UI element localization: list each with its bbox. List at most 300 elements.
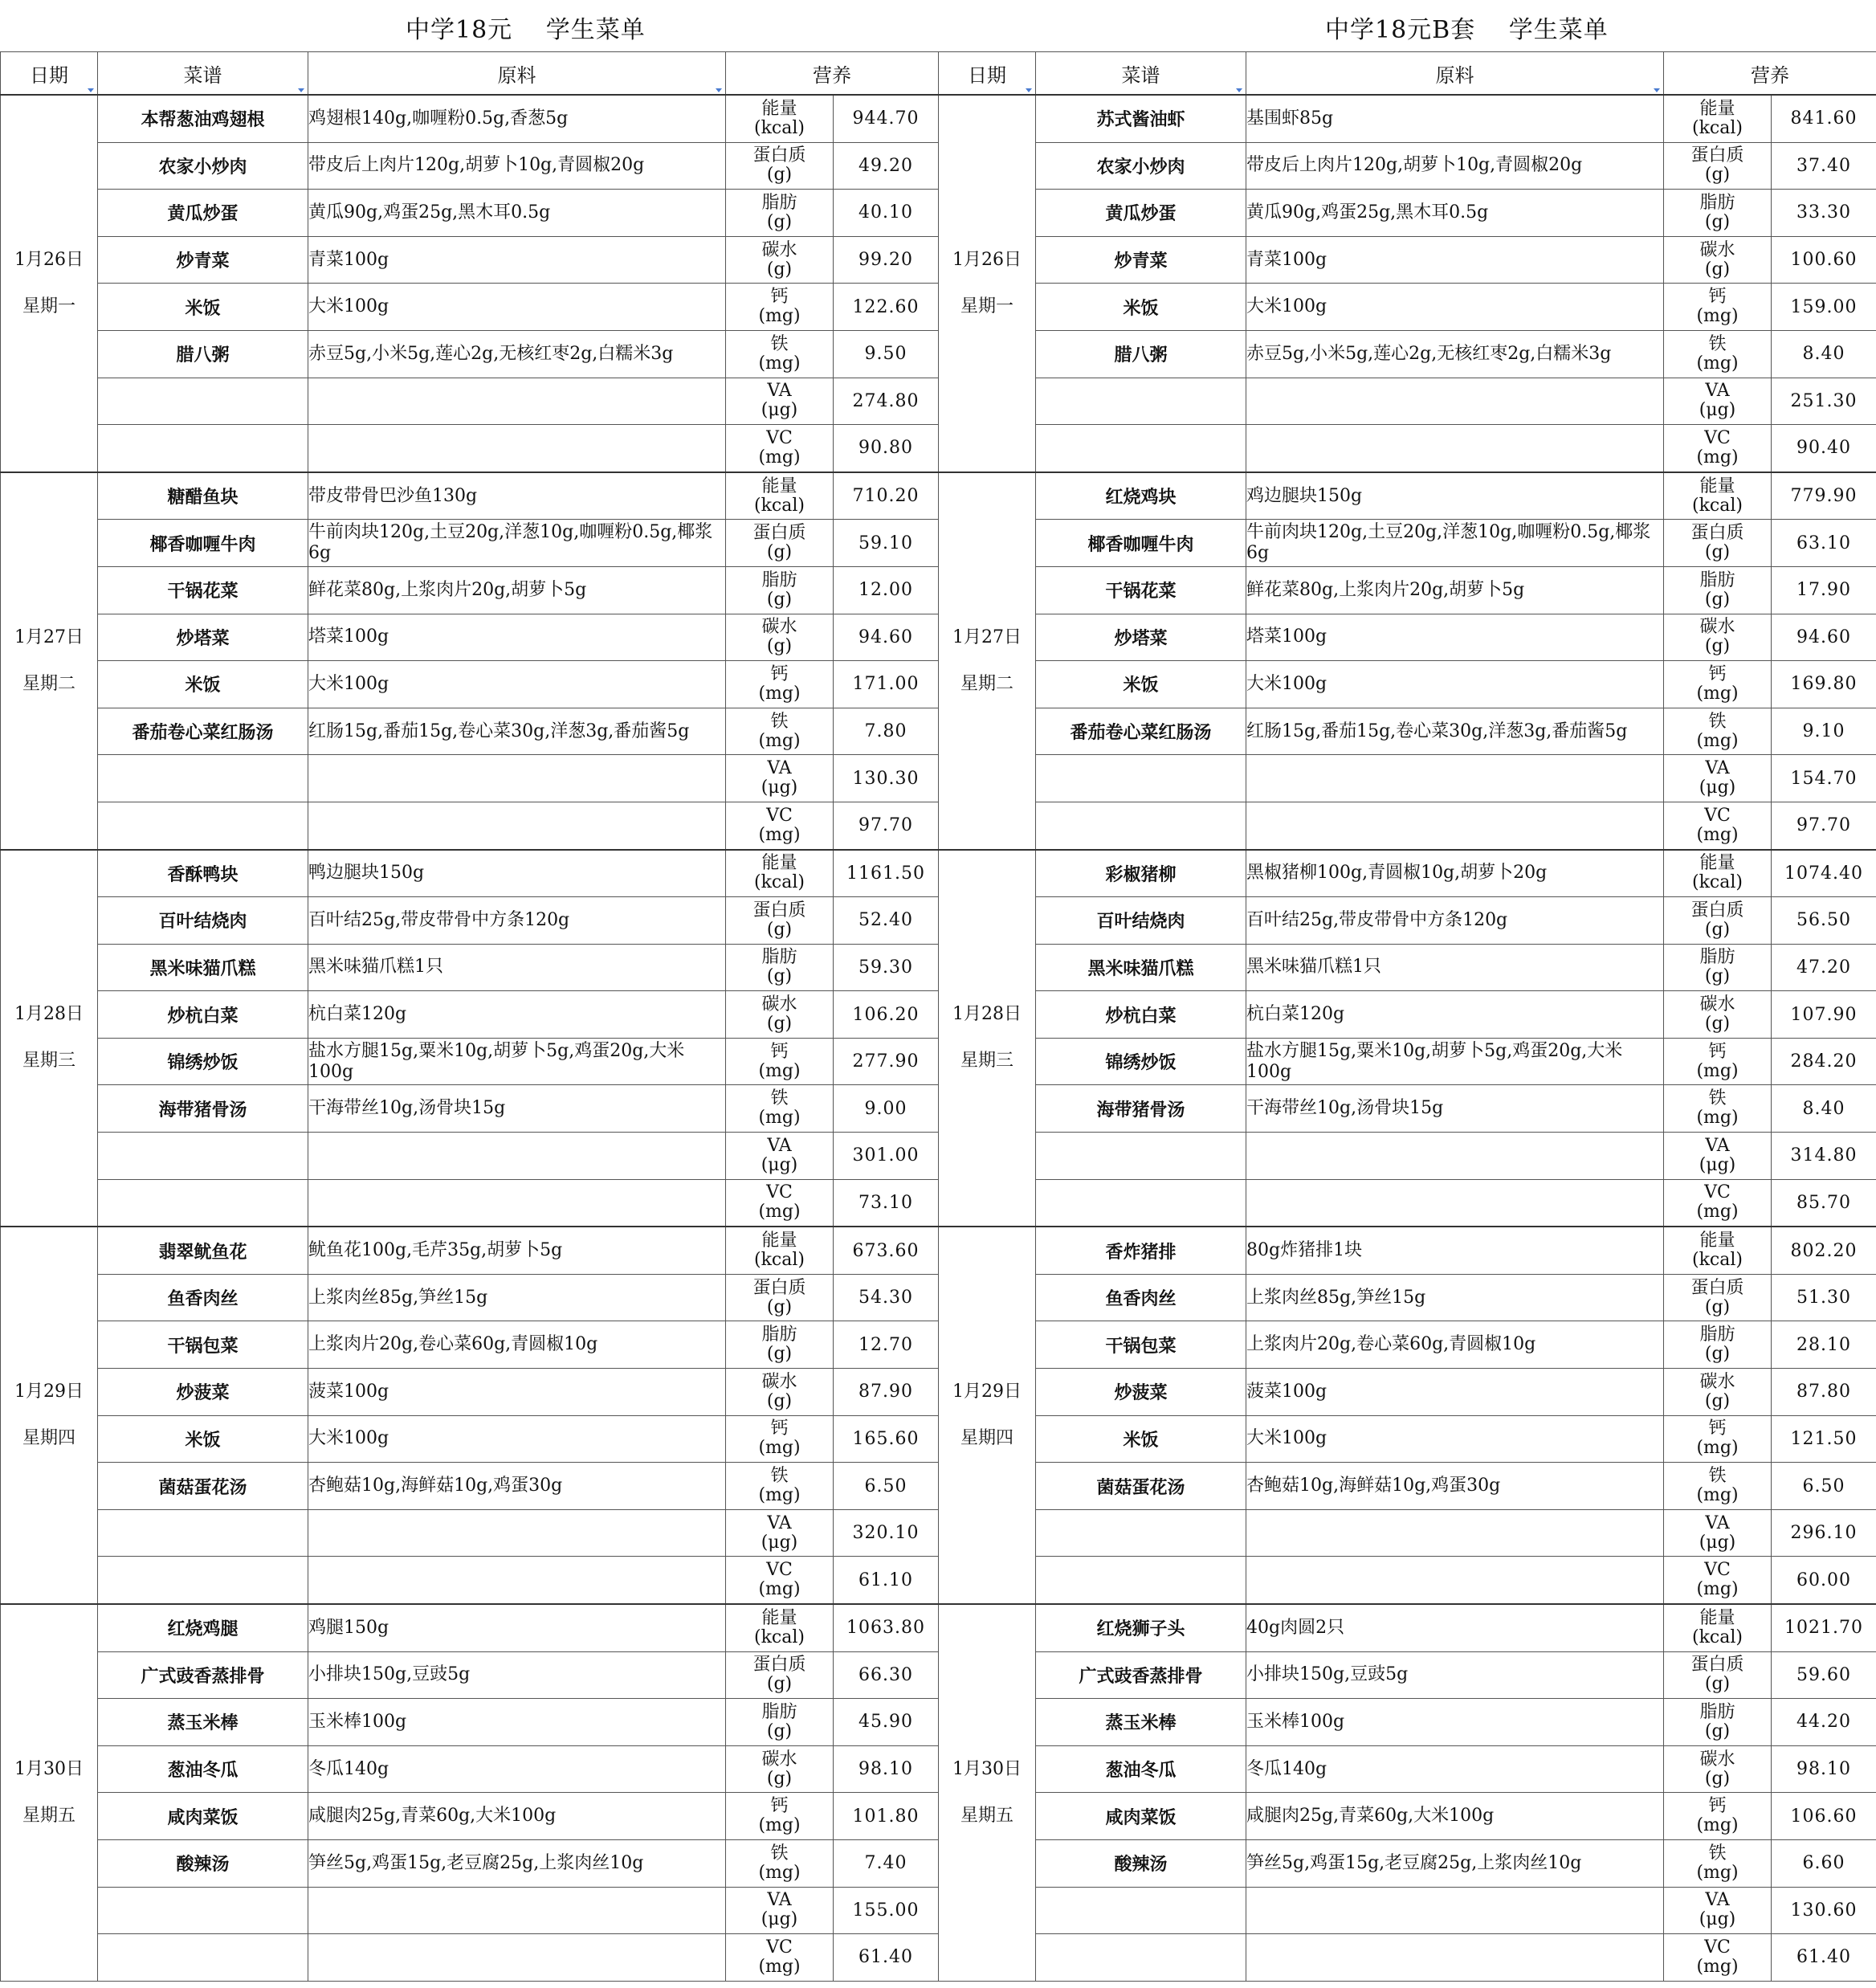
ingredients-cell: 塔菜100g (1246, 614, 1664, 661)
nutrient-label-cell (1664, 378, 1772, 425)
ingredients-cell: 大米100g (308, 661, 726, 708)
date-label: 1月27日 (14, 627, 84, 647)
nutrient-unit: (g) (1704, 1390, 1731, 1411)
nutrient-name: 铁 (770, 1843, 789, 1863)
dish-cell: 黄瓜炒蛋 (98, 190, 308, 237)
nutrient-value-cell: 44.20 (1772, 1699, 1876, 1746)
menu-row (939, 661, 1876, 708)
nutrient-unit: (mg) (1696, 306, 1739, 327)
nutrient-value-cell: 710.20 (834, 472, 939, 520)
date-label: 1月28日 (952, 1004, 1022, 1025)
nutrient-unit: (g) (1704, 259, 1731, 280)
dish-cell: 炒杭白菜 (98, 991, 308, 1039)
menu-row (939, 1038, 1876, 1085)
nutrient-label-cell (726, 1557, 834, 1604)
nutrient-label-cell (726, 1745, 834, 1793)
nutrient-value-cell: 277.90 (834, 1038, 939, 1085)
menu-row (939, 1934, 1876, 1982)
nutrient-label-cell (1664, 95, 1772, 142)
dish-cell: 菌菇蛋花汤 (98, 1463, 308, 1510)
ingredients-cell: 红肠15g,番茄15g,卷心菜30g,洋葱3g,番茄酱5g (1246, 708, 1664, 755)
nutrient-unit: (g) (766, 1674, 793, 1695)
dish-cell: 海带猪骨汤 (1036, 1085, 1246, 1133)
dish-column-header-label: 菜谱 (1121, 63, 1160, 87)
ingredients-cell: 鸡边腿块150g (1246, 472, 1664, 520)
weekday-label: 星期五 (960, 1805, 1013, 1826)
dish-cell: 百叶结烧肉 (1036, 897, 1246, 945)
title-row (0, 0, 1876, 51)
nutrient-value-cell: 17.90 (1772, 566, 1876, 614)
date-column-header[interactable] (1, 52, 98, 96)
nutrition-column-header-label: 营养 (813, 63, 851, 87)
nutrient-unit: (kcal) (754, 495, 805, 516)
filter-dropdown-icon[interactable] (716, 88, 722, 92)
filter-dropdown-icon[interactable] (1654, 88, 1660, 92)
nutrient-label-cell (1664, 708, 1772, 755)
nutrient-unit: (kcal) (1692, 1627, 1743, 1647)
nutrient-value-cell: 101.80 (834, 1793, 939, 1840)
nutrient-value-cell: 673.60 (834, 1227, 939, 1274)
menu-row (939, 1604, 1876, 1651)
menu-row (1, 1557, 939, 1604)
nutrition-column-header[interactable] (1664, 52, 1876, 96)
menu-row (1, 850, 939, 897)
menu-row (1, 284, 939, 331)
nutrient-value-cell: 9.10 (1772, 708, 1876, 755)
dish-column-header[interactable] (98, 52, 308, 96)
nutrient-name: 能量 (761, 476, 797, 496)
nutrient-unit: (mg) (758, 1202, 801, 1223)
nutrient-label-cell (1664, 802, 1772, 849)
nutrient-value-cell: 59.30 (834, 944, 939, 991)
menu-row (1, 1085, 939, 1133)
dish-cell: 苏式酱油虾 (1036, 95, 1246, 142)
nutrient-unit: (mg) (1696, 1579, 1739, 1600)
ingredients-cell: 干海带丝10g,汤骨块15g (1246, 1085, 1664, 1133)
nutrient-unit: (mg) (758, 683, 801, 704)
date-cell (1, 1227, 98, 1604)
dish-cell: 番茄卷心菜红肠汤 (1036, 708, 1246, 755)
nutrition-column-header[interactable] (726, 52, 939, 96)
dish-cell (98, 1934, 308, 1982)
menu-row (1, 190, 939, 237)
nutrient-label-cell (726, 1699, 834, 1746)
nutrient-name: 能量 (761, 853, 797, 874)
dish-cell: 米饭 (1036, 284, 1246, 331)
ingredients-column-header[interactable] (1246, 52, 1664, 96)
nutrient-unit: (mg) (1696, 447, 1739, 467)
nutrient-name: VA (1705, 1512, 1730, 1533)
nutrient-value-cell: 100.60 (1772, 236, 1876, 284)
nutrient-unit: (mg) (758, 1485, 801, 1506)
menu-row (1, 802, 939, 849)
nutrient-value-cell: 122.60 (834, 284, 939, 331)
nutrient-label-cell (726, 1133, 834, 1180)
nutrient-name: 碳水 (761, 1371, 797, 1392)
ingredients-cell (1246, 1179, 1664, 1227)
ingredients-cell: 赤豆5g,小米5g,莲心2g,无核红枣2g,白糯米3g (308, 330, 726, 378)
menu-row (1, 1651, 939, 1699)
nutrient-label-cell (726, 1038, 834, 1085)
ingredients-column-header[interactable] (308, 52, 726, 96)
weekday-label: 星期一 (960, 296, 1013, 316)
menu-row (939, 236, 1876, 284)
dish-cell (98, 755, 308, 802)
nutrient-value-cell: 49.20 (834, 142, 939, 190)
nutrient-unit: (g) (1704, 1721, 1731, 1741)
nutrient-label-cell (726, 1509, 834, 1557)
nutrient-unit: (mg) (758, 1108, 801, 1129)
nutrient-label-cell (1664, 1745, 1772, 1793)
date-cell (1, 472, 98, 850)
ingredients-cell (308, 1509, 726, 1557)
date-label: 1月27日 (952, 627, 1022, 647)
nutrient-name: 脂肪 (761, 1701, 797, 1722)
nutrient-name: 能量 (1699, 476, 1735, 496)
menu-row (1, 1793, 939, 1840)
nutrient-name: VC (766, 1560, 793, 1581)
nutrient-unit: (μg) (1699, 1909, 1736, 1930)
dish-cell (1036, 1887, 1246, 1934)
nutrient-name: 钙 (770, 287, 789, 308)
nutrient-name: 碳水 (1699, 1371, 1735, 1392)
nutrient-unit: (g) (1704, 542, 1731, 563)
menu-row (939, 95, 1876, 142)
nutrient-label-cell (726, 566, 834, 614)
ingredients-cell: 80g炸猪排1块 (1246, 1227, 1664, 1274)
nutrient-name: 脂肪 (761, 947, 797, 968)
nutrient-unit: (g) (1704, 211, 1731, 232)
nutrient-label-cell (1664, 1179, 1772, 1227)
nutrient-label-cell (1664, 284, 1772, 331)
nutrient-unit: (kcal) (1692, 495, 1743, 516)
dish-cell: 腊八粥 (1036, 330, 1246, 378)
header-row (1, 52, 939, 96)
nutrient-name: 能量 (761, 98, 797, 119)
ingredients-cell: 杭白菜120g (1246, 991, 1664, 1039)
nutrient-label-cell (1664, 991, 1772, 1039)
date-cell (939, 1604, 1036, 1981)
nutrient-value-cell: 284.20 (1772, 1038, 1876, 1085)
nutrient-value-cell: 94.60 (1772, 614, 1876, 661)
menu-row (939, 378, 1876, 425)
menu-row (1, 1604, 939, 1651)
menu-row (1, 1463, 939, 1510)
weekday-label: 星期一 (22, 296, 75, 316)
right-menu-table (938, 51, 1876, 1982)
nutrient-unit: (mg) (758, 353, 801, 374)
nutrient-unit: (g) (1704, 919, 1731, 940)
nutrient-label-cell (726, 614, 834, 661)
menu-row (1, 1133, 939, 1180)
nutrient-value-cell: 8.40 (1772, 1085, 1876, 1133)
nutrient-name: 铁 (770, 1466, 789, 1487)
menu-row (1, 472, 939, 520)
nutrient-label-cell (1664, 1415, 1772, 1463)
menu-row (939, 1369, 1876, 1416)
menu-row (1, 1699, 939, 1746)
nutrient-label-cell (726, 330, 834, 378)
ingredients-cell (308, 1934, 726, 1982)
nutrient-label-cell (726, 991, 834, 1039)
nutrient-label-cell (726, 1839, 834, 1887)
menu-row (1, 1227, 939, 1274)
nutrient-name: 碳水 (1699, 994, 1735, 1015)
ingredients-cell: 带皮带骨巴沙鱼130g (308, 472, 726, 520)
nutrient-name: 铁 (770, 333, 789, 354)
nutrient-unit: (mg) (1696, 353, 1739, 374)
nutrient-label-cell (1664, 1651, 1772, 1699)
nutrient-label-cell (726, 1274, 834, 1321)
ingredients-cell (308, 1133, 726, 1180)
ingredients-cell (308, 755, 726, 802)
dish-cell (1036, 802, 1246, 849)
menu-row (1, 1415, 939, 1463)
filter-dropdown-icon[interactable] (298, 88, 304, 92)
ingredients-cell: 鲜花菜80g,上浆肉片20g,胡萝卜5g (308, 566, 726, 614)
nutrient-name: 脂肪 (1699, 192, 1735, 213)
nutrient-unit: (mg) (1696, 1862, 1739, 1883)
nutrient-value-cell: 60.00 (1772, 1557, 1876, 1604)
dish-cell (98, 1509, 308, 1557)
nutrient-unit: (mg) (1696, 1956, 1739, 1977)
date-column-header-label: 日期 (30, 63, 68, 87)
nutrient-value-cell: 8.40 (1772, 330, 1876, 378)
nutrient-value-cell: 6.60 (1772, 1839, 1876, 1887)
nutrient-name: 钙 (770, 1041, 789, 1062)
menu-row (939, 142, 1876, 190)
ingredients-cell (308, 802, 726, 849)
dish-cell: 米饭 (1036, 661, 1246, 708)
nutrient-label-cell (1664, 755, 1772, 802)
nutrient-name: VC (766, 805, 793, 826)
nutrient-label-cell (1664, 1038, 1772, 1085)
ingredients-cell: 红肠15g,番茄15g,卷心菜30g,洋葱3g,番茄酱5g (308, 708, 726, 755)
ingredients-cell: 牛前肉块120g,土豆20g,洋葱10g,咖喱粉0.5g,椰浆6g (308, 520, 726, 567)
ingredients-cell (1246, 1509, 1664, 1557)
ingredients-cell (1246, 378, 1664, 425)
nutrient-name: 钙 (1708, 287, 1727, 308)
nutrient-name: VA (1705, 381, 1730, 402)
nutrient-name: 铁 (1708, 333, 1727, 354)
left-menu-table (0, 51, 939, 1982)
nutrient-name: 钙 (1708, 1419, 1727, 1439)
dish-cell (1036, 1934, 1246, 1982)
nutrient-label-cell (1664, 1887, 1772, 1934)
nutrient-name: VC (1704, 1937, 1731, 1957)
dish-cell (1036, 1509, 1246, 1557)
dish-cell (1036, 755, 1246, 802)
nutrient-label-cell (1664, 1509, 1772, 1557)
nutrient-value-cell: 99.20 (834, 236, 939, 284)
nutrient-unit: (μg) (1699, 1154, 1736, 1175)
ingredients-cell: 笋丝5g,鸡蛋15g,老豆腐25g,上浆肉丝10g (1246, 1839, 1664, 1887)
ingredients-cell (308, 1887, 726, 1934)
nutrient-unit: (mg) (1696, 1060, 1739, 1081)
nutrient-label-cell (726, 1651, 834, 1699)
nutrient-unit: (g) (766, 165, 793, 186)
dish-cell: 椰香咖喱牛肉 (1036, 520, 1246, 567)
dish-cell: 黄瓜炒蛋 (1036, 190, 1246, 237)
menu-row (1, 566, 939, 614)
ingredients-cell: 上浆肉丝85g,笋丝15g (1246, 1274, 1664, 1321)
date-cell (939, 472, 1036, 850)
nutrient-value-cell: 56.50 (1772, 897, 1876, 945)
nutrient-value-cell: 94.60 (834, 614, 939, 661)
nutrient-label-cell (1664, 425, 1772, 472)
nutrient-name: 碳水 (761, 994, 797, 1015)
nutrient-unit: (g) (1704, 966, 1731, 987)
filter-dropdown-icon[interactable] (1026, 88, 1032, 92)
nutrient-value-cell: 7.80 (834, 708, 939, 755)
nutrient-label-cell (1664, 1604, 1772, 1651)
nutrient-value-cell: 98.10 (1772, 1745, 1876, 1793)
nutrient-unit: (mg) (1696, 1108, 1739, 1129)
ingredients-cell: 黄瓜90g,鸡蛋25g,黑木耳0.5g (1246, 190, 1664, 237)
filter-dropdown-icon[interactable] (88, 88, 94, 92)
nutrient-value-cell: 165.60 (834, 1415, 939, 1463)
nutrient-unit: (g) (1704, 636, 1731, 657)
menu-row (939, 520, 1876, 567)
dish-cell (98, 1557, 308, 1604)
menu-row (1, 991, 939, 1039)
nutrient-value-cell: 169.80 (1772, 661, 1876, 708)
nutrient-value-cell: 121.50 (1772, 1415, 1876, 1463)
nutrient-unit: (g) (766, 919, 793, 940)
dish-cell: 炒菠菜 (1036, 1369, 1246, 1416)
nutrient-label-cell (726, 755, 834, 802)
filter-dropdown-icon[interactable] (1236, 88, 1242, 92)
nutrient-unit: (mg) (1696, 1485, 1739, 1506)
nutrient-unit: (g) (766, 1721, 793, 1741)
nutrient-label-cell (726, 236, 834, 284)
nutrient-value-cell: 37.40 (1772, 142, 1876, 190)
date-column-header[interactable] (939, 52, 1036, 96)
nutrient-label-cell (726, 1227, 834, 1274)
nutrient-label-cell (1664, 520, 1772, 567)
nutrient-name: 能量 (1699, 853, 1735, 874)
ingredients-cell: 塔菜100g (308, 614, 726, 661)
nutrient-name: 蛋白质 (1690, 1277, 1744, 1298)
nutrient-unit: (kcal) (1692, 872, 1743, 893)
nutrient-unit: (g) (1704, 165, 1731, 186)
nutrient-name: 铁 (770, 711, 789, 732)
nutrient-value-cell: 130.30 (834, 755, 939, 802)
nutrient-unit: (kcal) (754, 1627, 805, 1647)
nutrient-label-cell (726, 1321, 834, 1369)
menu-row (1, 95, 939, 142)
nutrient-label-cell (1664, 1934, 1772, 1982)
dish-cell: 米饭 (98, 284, 308, 331)
dish-cell: 黑米味猫爪糕 (98, 944, 308, 991)
ingredients-cell: 鱿鱼花100g,毛芹35g,胡萝卜5g (308, 1227, 726, 1274)
menu-row (939, 1745, 1876, 1793)
nutrient-unit: (kcal) (1692, 1250, 1743, 1271)
nutrient-name: 碳水 (1699, 617, 1735, 638)
dish-cell: 干锅包菜 (1036, 1321, 1246, 1369)
ingredients-cell: 上浆肉丝85g,笋丝15g (308, 1274, 726, 1321)
dish-cell: 炒杭白菜 (1036, 991, 1246, 1039)
dish-cell: 香酥鸭块 (98, 850, 308, 897)
nutrient-value-cell: 97.70 (834, 802, 939, 849)
ingredients-column-header-label: 原料 (497, 63, 536, 87)
ingredients-cell: 上浆肉片20g,卷心菜60g,青圆椒10g (1246, 1321, 1664, 1369)
nutrient-name: VC (766, 1182, 793, 1203)
nutrient-name: VA (767, 1135, 792, 1156)
menu-row (1, 897, 939, 945)
dish-column-header[interactable] (1036, 52, 1246, 96)
nutrient-value-cell: 106.60 (1772, 1793, 1876, 1840)
menu-row (1, 1509, 939, 1557)
nutrient-name: 钙 (1708, 1041, 1727, 1062)
left-menu-title: 中学18元 学生菜单 (406, 16, 646, 44)
nutrient-label-cell (1664, 1274, 1772, 1321)
nutrient-value-cell: 40.10 (834, 190, 939, 237)
nutrient-name: 钙 (1708, 1796, 1727, 1817)
dish-cell: 干锅包菜 (98, 1321, 308, 1369)
nutrient-name: 蛋白质 (752, 1655, 806, 1676)
ingredients-cell: 黄瓜90g,鸡蛋25g,黑木耳0.5g (308, 190, 726, 237)
nutrient-name: 蛋白质 (752, 1277, 806, 1298)
date-label: 1月30日 (952, 1758, 1022, 1779)
nutrient-label-cell (726, 1934, 834, 1982)
menu-row (939, 472, 1876, 520)
menu-row (939, 1699, 1876, 1746)
nutrient-value-cell: 320.10 (834, 1509, 939, 1557)
ingredients-cell: 小排块150g,豆豉5g (308, 1651, 726, 1699)
nutrient-value-cell: 12.00 (834, 566, 939, 614)
menu-row (939, 1557, 1876, 1604)
dish-cell: 锦绣炒饭 (98, 1038, 308, 1085)
ingredients-cell: 鸭边腿块150g (308, 850, 726, 897)
nutrient-name: 钙 (770, 1796, 789, 1817)
dish-cell: 炒塔菜 (98, 614, 308, 661)
nutrient-name: VA (1705, 1890, 1730, 1911)
nutrient-label-cell (726, 95, 834, 142)
nutrient-value-cell: 98.10 (834, 1745, 939, 1793)
nutrient-value-cell: 54.30 (834, 1274, 939, 1321)
nutrient-name: 蛋白质 (1690, 900, 1744, 921)
nutrient-unit: (mg) (758, 1579, 801, 1600)
nutrient-value-cell: 61.40 (834, 1934, 939, 1982)
nutrient-name: 能量 (1699, 1231, 1735, 1251)
nutrient-name: 脂肪 (761, 1325, 797, 1345)
nutrient-label-cell (1664, 661, 1772, 708)
dish-cell: 红烧鸡腿 (98, 1604, 308, 1651)
nutrient-value-cell: 51.30 (1772, 1274, 1876, 1321)
nutrient-value-cell: 6.50 (1772, 1463, 1876, 1510)
nutrient-unit: (mg) (1696, 1438, 1739, 1459)
nutrient-name: 蛋白质 (752, 145, 806, 166)
nutrient-label-cell (726, 520, 834, 567)
nutrient-name: 碳水 (761, 617, 797, 638)
date-cell (939, 1227, 1036, 1604)
nutrient-name: 蛋白质 (1690, 523, 1744, 544)
date-cell (939, 850, 1036, 1227)
nutrient-value-cell: 9.00 (834, 1085, 939, 1133)
nutrient-unit: (g) (766, 1014, 793, 1035)
nutrient-unit: (g) (1704, 1768, 1731, 1789)
ingredients-cell: 杏鲍菇10g,海鲜菇10g,鸡蛋30g (1246, 1463, 1664, 1510)
nutrient-name: 蛋白质 (1690, 145, 1744, 166)
nutrient-label-cell (726, 1463, 834, 1510)
dish-cell: 干锅花菜 (1036, 566, 1246, 614)
nutrient-name: 铁 (1708, 1843, 1727, 1863)
menu-row (1, 1274, 939, 1321)
date-cell (1, 95, 98, 472)
dish-cell: 红烧鸡块 (1036, 472, 1246, 520)
dish-cell (98, 1887, 308, 1934)
